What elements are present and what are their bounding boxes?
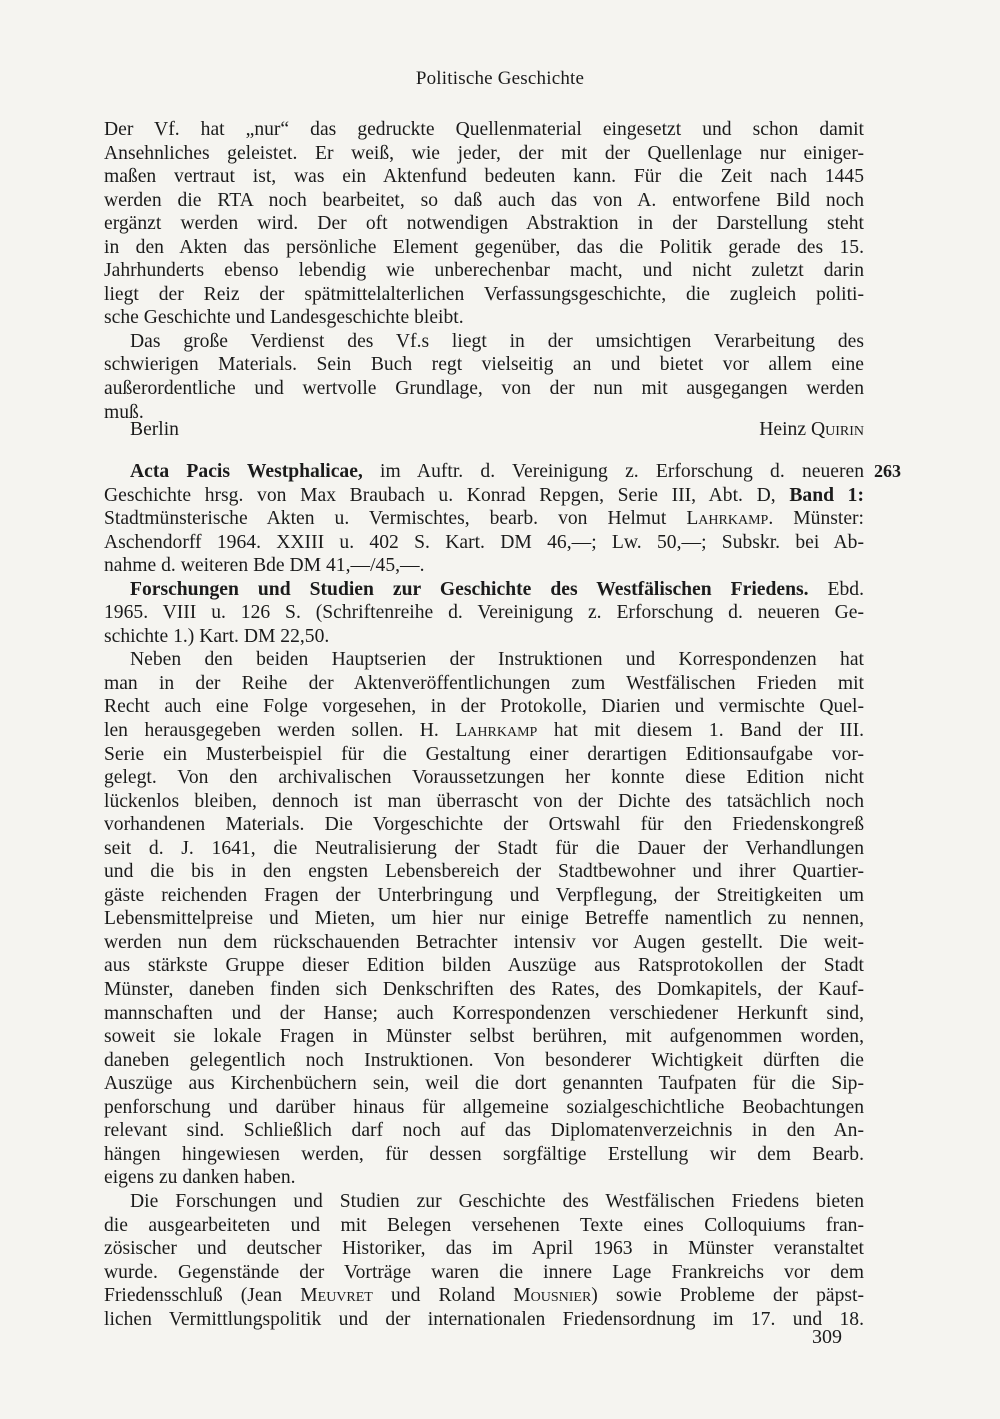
- margin-entry-number: 263: [874, 461, 901, 481]
- text-segment: lückenlos bleiben, dennoch ist man überrascht von der Dichte des tatsächlich noch: [104, 790, 864, 812]
- text-line: [104, 1049, 864, 1073]
- text-line: muß.: [104, 401, 144, 423]
- text-segment: Recht auch eine Folge vorgesehen, in der Protokolle, Diarien und vermischte Quel-: [104, 696, 864, 718]
- text-segment: werden nun dem rückschauenden Betrachter intensiv vor Augen gestellt. Die weit-: [104, 931, 864, 953]
- text-segment: zösischer und deutscher Historiker, das im April 1963 in Münster veranstaltet: [104, 1238, 864, 1260]
- text-segment: Neben den beiden Hauptserien der Instruktionen und Korrespondenzen hat: [130, 649, 864, 671]
- text-line: liegt der Reiz der spätmittelalterlichen Verfassungsgeschichte, die zugleich politi-: [104, 283, 864, 305]
- text-line: Das große Verdienst des Vf.s liegt in der umsichtigen Verarbeitung des: [130, 330, 864, 352]
- signature-line: [104, 418, 864, 442]
- text-line: [104, 531, 864, 555]
- bold-title-text: Band 1:: [789, 484, 864, 506]
- text-segment: man in der Reihe der Aktenveröffentlichungen zum Westfälischen Frieden mit: [104, 672, 864, 694]
- text-segment: eigens zu danken haben.: [104, 1167, 296, 1189]
- text-segment: lichen Vermittlungspolitik und der internationalen Friedensordnung im 17. und 18.: [104, 1308, 864, 1330]
- text-segment: relevant sind. Schließlich darf noch auf das Diplomatenverzeichnis in den An-: [104, 1120, 864, 1142]
- text-line: [104, 460, 864, 484]
- signature-author: [759, 418, 864, 442]
- text-line: [104, 484, 864, 508]
- text-line: werden die RTA noch bearbeitet, so daß auch das von A. entworfene Bild noch: [104, 189, 864, 211]
- text-line: [104, 1002, 864, 1026]
- text-line: [104, 931, 864, 955]
- text-segment: gelegt. Von den archivalischen Voraussetzungen her konnte diese Edition nicht: [104, 767, 864, 789]
- author-last-name: Quirin: [810, 419, 864, 440]
- text-line: [104, 1143, 864, 1167]
- text-segment: daneben gelegentlich noch Instruktionen. Von besonderer Wichtigkeit dürften die: [104, 1049, 864, 1071]
- text-segment: Stadtmünsterische Akten u. Vermischtes, bearb. von Helmut: [104, 508, 687, 530]
- text-segment: Serie ein Musterbeispiel für die Gestaltung einer derartigen Editionsaufgabe vor-: [104, 743, 864, 765]
- text-segment: . Münster:: [768, 508, 864, 530]
- text-line: [104, 1237, 864, 1261]
- text-line: [104, 766, 864, 790]
- text-line: [104, 884, 864, 908]
- text-segment: aus stärkste Gruppe dieser Edition bilden Auszüge aus Ratsprotokollen der Stadt: [104, 955, 864, 977]
- text-segment: die ausgearbeiteten und mit Belegen versehenen Texte eines Colloquiums fran-: [104, 1214, 864, 1236]
- review-signature: [104, 418, 864, 442]
- text-line: [104, 954, 864, 978]
- small-caps-name: Lahrkamp: [455, 720, 538, 742]
- text-segment: Die Forschungen und Studien zur Geschichte des Westfälischen Friedens bieten: [130, 1190, 864, 1212]
- text-segment: Münster, daneben finden sich Denkschriften des Rates, des Domkapitels, der Kauf-: [104, 979, 864, 1001]
- text-line: Der Vf. hat „nur“ das gedruckte Quellenmaterial eingesetzt und schon damit: [104, 119, 864, 140]
- text-segment: Lebensmittelpreise und Mieten, um hier nur einige Betreffe namentlich zu nennen,: [104, 908, 864, 930]
- text-segment: nahme d. weiteren Bde DM 41,—/45,—.: [104, 555, 425, 577]
- text-line: [104, 1284, 864, 1308]
- text-segment: Geschichte hrsg. von Max Braubach u. Konrad Repgen, Serie III, Abt. D,: [104, 484, 790, 506]
- text-segment: hat mit diesem 1. Band der III.: [537, 720, 864, 742]
- text-segment: im Auftr. d. Vereinigung z. Erforschung d. neueren: [362, 461, 864, 482]
- text-segment: gäste reichenden Fragen der Unterbringung und Verpflegung, der Streitigkeiten um: [104, 884, 864, 906]
- book-review-block: [104, 460, 864, 1331]
- signature-place: Berlin: [130, 419, 179, 440]
- text-line: Ansehnliches geleistet. Er weiß, wie jeder, der mit der Quellenlage nur einiger-: [104, 142, 864, 164]
- text-line: Jahrhunderts ebenso lebendig wie unberechenbar macht, und nicht zuletzt darin: [104, 260, 864, 282]
- small-caps-name: Lahrkamp: [686, 508, 769, 530]
- text-line: ergänzt werden wird. Der oft notwendigen Abstraktion in der Darstellung steht: [104, 213, 864, 235]
- text-line: in den Akten das persönliche Element gegenüber, das die Politik gerade des 15.: [104, 236, 864, 258]
- text-segment: 1965. VIII u. 126 S. (Schriftenreihe d. Vereinigung z. Erforschung d. neueren Ge-: [104, 602, 864, 624]
- text-line: [104, 601, 864, 625]
- text-segment: len herausgegeben werden sollen. H.: [104, 720, 456, 742]
- text-line: sche Geschichte und Landesgeschichte bleibt.: [104, 307, 464, 329]
- text-line: [104, 837, 864, 861]
- text-line: schwierigen Materials. Sein Buch regt vielseitig an und bietet vor allem eine: [104, 354, 864, 376]
- bold-title-text: Acta Pacis Westphalicae,: [130, 461, 363, 482]
- text-line: außerordentliche und wertvolle Grundlage, von der nun mit ausgegangen werden: [104, 378, 864, 400]
- text-segment: soweit sie lokale Fragen in Münster selbst berühren, mit aufgenommen worden,: [104, 1026, 864, 1048]
- small-caps-name: Meuvret: [300, 1285, 373, 1307]
- text-line: [104, 1190, 864, 1214]
- review-text-block: [104, 118, 864, 424]
- text-segment: schichte 1.) Kart. DM 22,50.: [104, 625, 330, 647]
- text-segment: Ebd.: [808, 578, 864, 600]
- text-line: [104, 743, 864, 767]
- text-line: [104, 719, 864, 743]
- text-line: [104, 1214, 864, 1238]
- text-line: [104, 648, 864, 672]
- text-segment: Aschendorff 1964. XXIII u. 402 S. Kart. DM 46,—; Lw. 50,—; Subskr. bei Ab-: [104, 531, 864, 553]
- text-line: [104, 907, 864, 931]
- text-segment: und die bis in den engsten Lebensbereich der Stadtbewohner und ihrer Quartier-: [104, 861, 864, 883]
- text-segment: ) sowie Probleme der päpst-: [591, 1285, 864, 1307]
- text-line: [104, 554, 864, 578]
- small-caps-name: Mousnier: [513, 1285, 592, 1307]
- text-line: [104, 1025, 864, 1049]
- text-segment: und Roland: [372, 1285, 514, 1307]
- text-segment: seit d. J. 1641, die Neutralisierung der Stadt für die Dauer der Verhandlungen: [104, 837, 864, 859]
- text-line: [104, 1072, 864, 1096]
- author-first-name: Heinz: [759, 419, 807, 440]
- text-line: maßen vertraut ist, was ein Aktenfund bedeuten kann. Für die Zeit nach 1445: [104, 166, 864, 188]
- page-number: 309: [812, 1326, 842, 1348]
- text-segment: mannschaften und der Hanse; auch Korrespondenzen verschiedener Herkunft sind,: [104, 1002, 864, 1024]
- text-segment: hängen hingewiesen werden, für dessen sorgfältige Erstellung wir dem Bearb.: [104, 1143, 864, 1165]
- text-line: [104, 672, 864, 696]
- running-header: Politische Geschichte: [415, 68, 585, 89]
- text-segment: vorhandenen Materials. Die Vorgeschichte der Ortswahl für den Friedenskongreß: [104, 814, 864, 836]
- text-line: [104, 813, 864, 837]
- text-line: [104, 1308, 864, 1332]
- text-line: [104, 1261, 864, 1285]
- text-line: [104, 860, 864, 884]
- text-segment: wurde. Gegenstände der Vorträge waren die innere Lage Frankreichs vor dem: [104, 1261, 864, 1283]
- text-line: [104, 790, 864, 814]
- text-line: [104, 507, 864, 531]
- text-line: [104, 695, 864, 719]
- text-line: [104, 625, 864, 649]
- text-line: [104, 1096, 864, 1120]
- text-segment: penforschung und darüber hinaus für allgemeine sozialgeschichtliche Beobachtungen: [104, 1096, 864, 1118]
- text-line: [104, 1119, 864, 1143]
- text-segment: Friedensschluß (Jean: [104, 1285, 301, 1307]
- text-line: [104, 1166, 864, 1190]
- text-segment: Auszüge aus Kirchenbüchern sein, weil die dort genannten Taufpaten für die Sip-: [104, 1073, 864, 1095]
- text-line: [104, 578, 864, 602]
- text-line: [104, 978, 864, 1002]
- bold-title-text: Forschungen und Studien zur Geschichte des Westfälischen Friedens.: [130, 578, 809, 600]
